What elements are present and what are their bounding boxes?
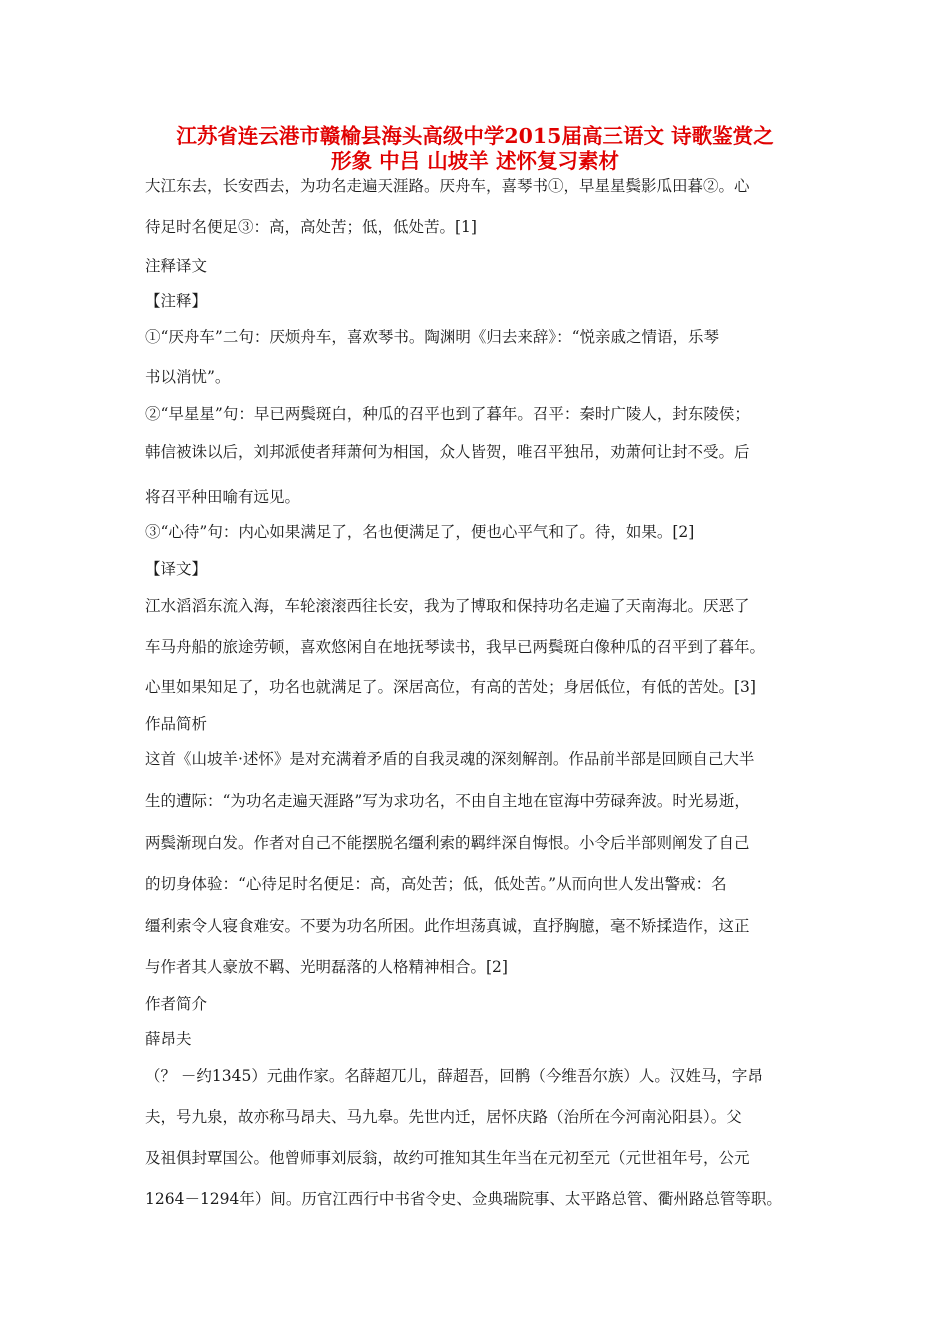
poem-line: 待足时名便足③：高，高处苦；低，低处苦。[1] [145, 218, 477, 236]
poem-line: 大江东去，长安西去，为功名走遍天涯路。厌舟车，喜琴书①，早星星鬓影瓜田暮②。心 [145, 177, 750, 195]
author-bio-line: 夫，号九泉，故亦称马昂夫、马九皋。先世内迁，居怀庆路（治所在今河南沁阳县）。父 [145, 1108, 742, 1126]
analysis-line: 两鬓渐现白发。作者对自己不能摆脱名缰利索的羁绊深自悔恨。小令后半部则阐发了自己 [145, 834, 750, 852]
section-heading: 【注释】 [145, 292, 208, 310]
section-heading: 注释译文 [145, 257, 208, 275]
section-heading: 作者简介 [145, 995, 208, 1013]
author-bio-line: （？ －约1345）元曲作家。名薛超兀儿，薛超吾，回鹘（今维吾尔族）人。汉姓马，字昂 [145, 1067, 763, 1085]
note-line: 将召平种田喻有远见。 [145, 488, 301, 506]
author-bio-line: 及祖俱封覃国公。他曾师事刘辰翁，故约可推知其生年当在元初至元（元世祖年号，公元 [145, 1149, 750, 1167]
section-heading: 作品简析 [145, 715, 208, 733]
document-title-line-2: 形象 中吕 山坡羊 述怀复习素材 [331, 149, 619, 173]
analysis-line: 生的遭际：“为功名走遍天涯路”写为求功名，不由自主地在宦海中劳碌奔波。时光易逝， [145, 792, 750, 810]
analysis-line: 缰利索令人寝食难安。不要为功名所困。此作坦荡真诚，直抒胸臆，毫不矫揉造作，这正 [145, 917, 750, 935]
analysis-line: 与作者其人豪放不羁、光明磊落的人格精神相合。[2] [145, 958, 508, 976]
translation-line: 江水滔滔东流入海，车轮滚滚西往长安，我为了博取和保持功名走遍了天南海北。厌恶了 [145, 597, 750, 615]
note-line: 韩信被诛以后，刘邦派使者拜萧何为相国，众人皆贺，唯召平独吊，劝萧何让封不受。后 [145, 443, 750, 461]
analysis-line: 的切身体验：“心待足时名便足：高，高处苦；低，低处苦。”从而向世人发出警戒：名 [145, 875, 727, 893]
document-title-line-1: 江苏省连云港市赣榆县海头高级中学2015届高三语文 诗歌鉴赏之 [176, 124, 774, 148]
analysis-line: 这首《山坡羊·述怀》是对充满着矛盾的自我灵魂的深刻解剖。作品前半部是回顾自己大半 [145, 750, 755, 768]
author-bio-line: 1264－1294年）间。历官江西行中书省令史、佥典瑞院事、太平路总管、衢州路总管等职。 [145, 1190, 782, 1208]
note-line: ③“心待”句：内心如果满足了，名也便满足了，便也心平气和了。待，如果。[2] [145, 523, 695, 541]
translation-line: 车马舟船的旅途劳顿，喜欢悠闲自在地抚琴读书，我早已两鬓斑白像种瓜的召平到了暮年。 [145, 638, 766, 656]
note-line: ①“厌舟车”二句：厌烦舟车，喜欢琴书。陶渊明《归去来辞》：“悦亲戚之情语，乐琴 [145, 328, 720, 346]
note-line: ②“早星星”句：早已两鬓斑白，种瓜的召平也到了暮年。召平：秦时广陵人，封东陵侯； [145, 405, 750, 423]
author-name: 薛昂夫 [145, 1030, 192, 1048]
translation-line: 心里如果知足了，功名也就满足了。深居高位，有高的苦处；身居低位，有低的苦处。[3] [145, 678, 756, 696]
note-line: 书以消忧”。 [145, 368, 231, 386]
section-heading: 【译文】 [145, 560, 208, 578]
